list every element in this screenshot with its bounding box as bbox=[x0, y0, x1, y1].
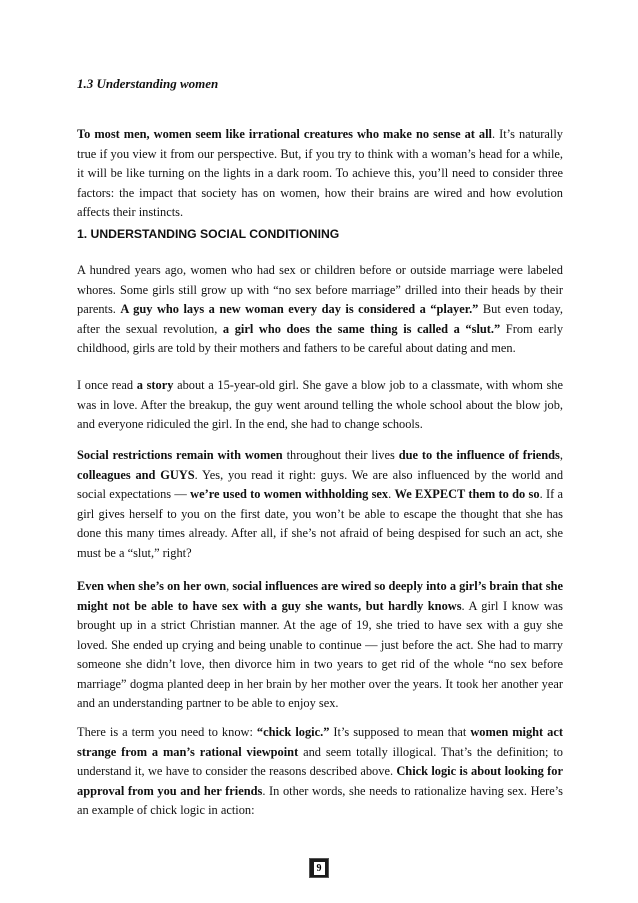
bold-text-run: women might act strange from a man’s rational viewpoint bbox=[77, 725, 563, 759]
paragraph-social-history bbox=[77, 261, 563, 359]
bold-text-run: a story bbox=[136, 378, 174, 392]
bold-text-run: To most men, women seem like irrational creatures who make no sense at all bbox=[77, 127, 492, 141]
paragraph-on-her-own bbox=[77, 577, 563, 714]
text-run: It’s supposed to mean that bbox=[329, 725, 471, 739]
text-run: throughout their lives bbox=[282, 448, 399, 462]
text-run: . Yes, you read it right: guys. We are also influenced by the world and social expectations — bbox=[77, 467, 564, 501]
text-run: . A girl I know was brought up in a strict Christian manner. At the age of 19, she tried to have sex with a guy she loved. She ended up crying and being unable to continue — just before the act. She had to marry someone she didn’t love, then divorce him in two years to get rid of the whole “no sex before marriage” dogma planted deep in her brain by her mother over the years. It took her another year and an understanding partner to be able to enjoy sex. bbox=[77, 598, 563, 710]
page-number: 9 bbox=[314, 862, 325, 875]
text-run: From early childhood, girls are told by their mothers and fathers to be careful about dating and men. bbox=[77, 321, 564, 355]
section-title: 1.3 Understanding women bbox=[77, 76, 219, 91]
paragraph-intro bbox=[77, 125, 563, 223]
text-run: I once read bbox=[77, 378, 137, 392]
bold-text-run: social influences are wired so deeply into a girl’s brain that she might not be able to have sex with a guy she wants, but hardly knows bbox=[77, 579, 564, 613]
paragraph-restrictions bbox=[77, 446, 563, 563]
bold-text-run: A guy who lays a new woman every day is considered a “player.” bbox=[120, 302, 479, 316]
bold-text-run: colleagues and GUYS bbox=[77, 467, 195, 482]
bold-text-run: “chick logic.” bbox=[256, 725, 330, 739]
paragraph-story bbox=[77, 376, 563, 435]
text-run: about a 15-year-old girl. She gave a blow job to a classmate, with whom she was in love. After the breakup, the guy went around telling the whole school about the blow job, and everyone ridiculed the girl. In the end, she had to change schools. bbox=[77, 378, 563, 431]
bold-text-run: Social restrictions remain with women bbox=[77, 448, 283, 462]
text-run: But even today, after the sexual revolution, bbox=[77, 302, 563, 336]
text-run: . bbox=[388, 487, 395, 501]
bold-text-run: We EXPECT them to do so bbox=[394, 487, 540, 501]
text-run: There is a term you need to know: bbox=[77, 725, 257, 739]
bold-text-run: Chick logic is about looking for approval from you and her friends bbox=[77, 764, 563, 798]
chapter-heading: 1. UNDERSTANDING SOCIAL CONDITIONING bbox=[77, 227, 340, 241]
text-run: , bbox=[226, 579, 233, 593]
bold-text-run: due to the influence of friends bbox=[398, 448, 560, 462]
text-run: A hundred years ago, women who had sex or children before or outside marriage were labeled whores. Some girls still grow up with “no sex before marriage” drilled into their heads by their parents. bbox=[77, 263, 563, 316]
text-run: , bbox=[559, 448, 563, 462]
text-run: . It’s naturally true if you view it from our perspective. But, if you try to think with a woman’s head for a while, it will be like turning on the lights in a dark room. To achieve this, you’ll need to consider three factors: the impact that society has on women, how their brains are wired and how evolution affects their instincts. bbox=[77, 127, 563, 219]
paragraph-chick-logic bbox=[77, 723, 563, 821]
bold-text-run: a girl who does the same thing is called a “slut.” bbox=[222, 321, 501, 336]
text-run: and seem totally illogical. That’s the definition; to understand it, we have to consider the reasons described above. bbox=[77, 744, 563, 778]
text-run: . If a girl gives herself to you on the first date, you won’t be able to escape the thought that she has done this many times already. After all, if she’s not afraid of being despised for such an act, she must be a “slut,” right? bbox=[77, 487, 564, 560]
bold-text-run: we’re used to women withholding sex bbox=[190, 487, 389, 501]
text-run: . In other words, she needs to rationalize having sex. Here’s an example of chick logic in action: bbox=[77, 783, 563, 817]
bold-text-run: Even when she’s on her own bbox=[77, 579, 227, 593]
page-number-box bbox=[309, 858, 329, 878]
